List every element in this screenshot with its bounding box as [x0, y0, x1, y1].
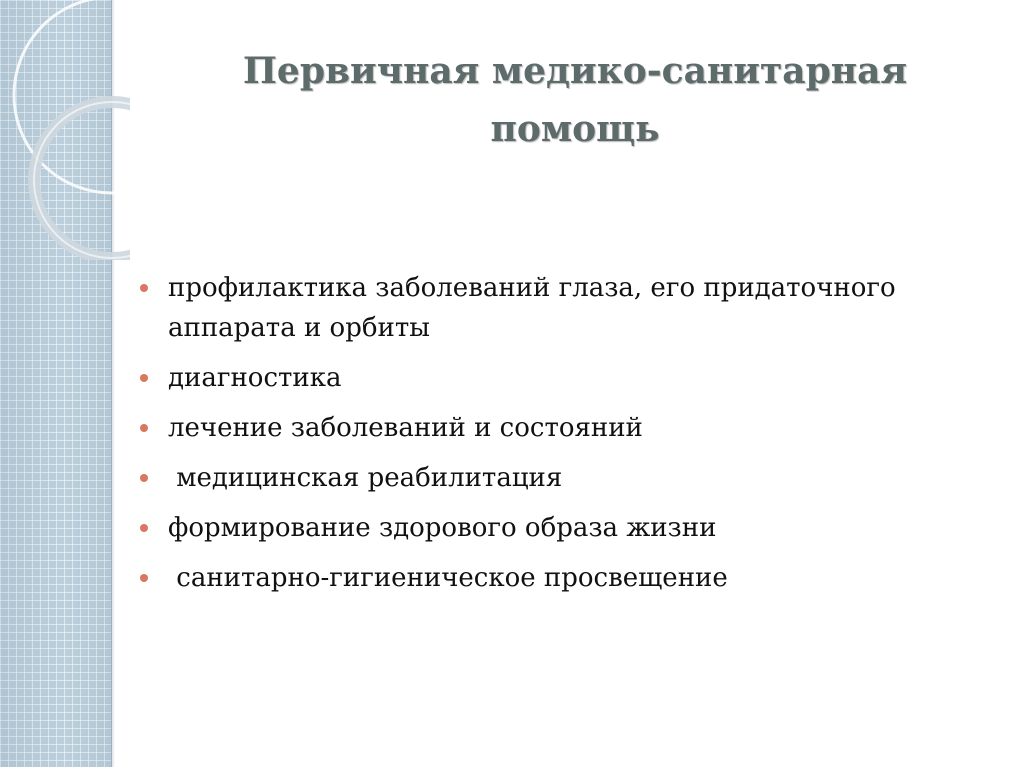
- bullet-text: медицинская реабилитация: [168, 463, 563, 493]
- bullet-text: лечение заболеваний и состояний: [168, 413, 643, 443]
- bullet-text: формирование здорового образа жизни: [168, 513, 717, 543]
- bullet-item: [138, 268, 998, 348]
- slide-title: [150, 42, 1000, 158]
- bullet-list: [138, 268, 998, 608]
- bullet-dot-icon: [140, 574, 148, 582]
- bullet-text: санитарно-гигиеническое просвещение: [168, 563, 728, 593]
- bullet-dot-icon: [140, 284, 148, 292]
- side-panel-edge: [111, 0, 115, 767]
- bullet-item: [138, 358, 998, 398]
- bullet-dot-icon: [140, 524, 148, 532]
- decorative-side-panel: [0, 0, 112, 767]
- bullet-text: диагностика: [168, 363, 342, 393]
- bullet-item: [138, 458, 998, 498]
- bullet-item: [138, 508, 998, 548]
- slide-title-line-2: помощь: [490, 108, 660, 150]
- bullet-item: [138, 558, 998, 598]
- bullet-dot-icon: [140, 374, 148, 382]
- bullet-item: [138, 408, 998, 448]
- bullet-text: профилактика заболеваний глаза, его придаточного аппарата и орбиты: [168, 273, 904, 343]
- side-panel-shade: [0, 0, 111, 767]
- bullet-dot-icon: [140, 424, 148, 432]
- bullet-dot-icon: [140, 474, 148, 482]
- slide-title-line-1: Первичная медико-санитарная: [242, 50, 908, 92]
